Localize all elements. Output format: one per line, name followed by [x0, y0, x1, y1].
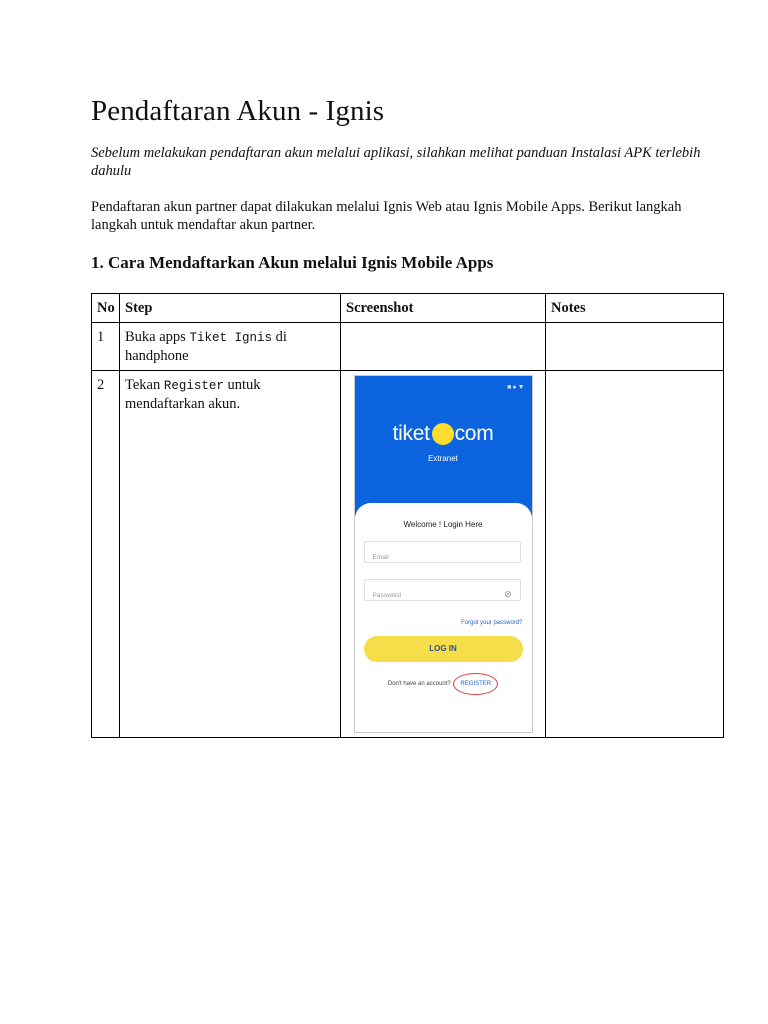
forgot-password-link[interactable]: Forgot your password? [461, 620, 523, 626]
row-step [120, 323, 341, 371]
eye-off-icon[interactable]: ⊘ [503, 589, 512, 599]
row-no: 1 [92, 323, 120, 371]
step-code: Tiket Ignis [189, 331, 272, 345]
intro-paragraph: Pendaftaran akun partner dapat dilakukan melalui Ignis Web atau Ignis Mobile Apps. Berikut langkah langkah untuk mendaftar akun partner. [91, 199, 682, 233]
step-text: untuk mendaftarkan akun. [125, 377, 261, 412]
header-notes: Notes [546, 294, 724, 323]
steps-table [91, 293, 724, 738]
row-screenshot [341, 371, 546, 738]
table-header-row [92, 294, 724, 323]
register-row [355, 673, 532, 695]
login-button[interactable]: LOG IN [364, 636, 523, 662]
step-code: Register [163, 379, 224, 393]
email-field[interactable]: Email [364, 541, 521, 563]
document-page [91, 92, 723, 687]
login-card [355, 503, 532, 733]
status-bar-icons: ■●▼ [507, 384, 526, 391]
logo-text-right: com [454, 422, 494, 445]
row-notes [546, 323, 724, 371]
step-text: Tekan [125, 377, 164, 393]
table-row [92, 371, 724, 738]
app-header [355, 376, 532, 516]
password-field[interactable] [364, 579, 521, 601]
row-no: 2 [92, 371, 120, 738]
header-no: No [92, 294, 120, 323]
logo-dot-icon [432, 423, 454, 445]
section-heading: 1. Cara Mendaftarkan Akun melalui Ignis Mobile Apps [91, 253, 494, 272]
header-step: Step [120, 294, 341, 323]
row-notes [546, 371, 724, 738]
tiket-logo [355, 422, 532, 468]
step-text: di handphone [125, 329, 287, 364]
no-account-text: Don't have an account? [387, 681, 451, 687]
row-step [120, 371, 341, 738]
app-screenshot [354, 375, 533, 733]
step-text: Buka apps [125, 329, 190, 345]
row-screenshot [341, 323, 546, 371]
logo-text-left: tiket [392, 422, 430, 445]
page-title: Pendaftaran Akun - Ignis [91, 95, 385, 127]
header-screenshot: Screenshot [341, 294, 546, 323]
login-heading: Welcome ! Login Here [403, 520, 483, 529]
password-placeholder: Password [372, 592, 402, 599]
table-row [92, 323, 724, 371]
logo-subtitle: Extranet [428, 454, 458, 463]
register-link[interactable]: REGISTER [453, 673, 498, 695]
intro-note: Sebelum melakukan pendaftaran akun melalui aplikasi, silahkan melihat panduan Instalasi APK terlebih dahulu [91, 145, 701, 179]
